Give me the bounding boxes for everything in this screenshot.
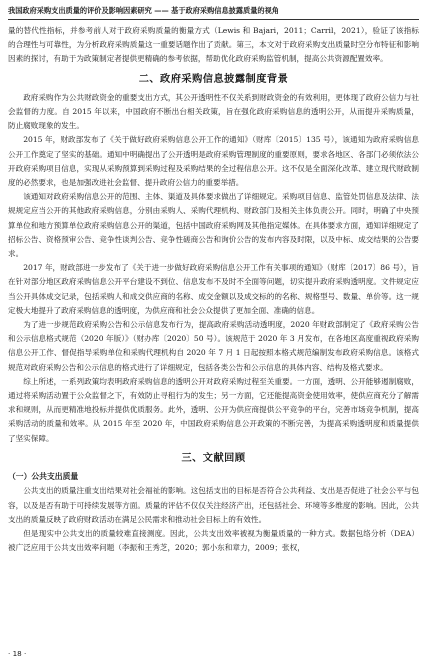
header-divider (8, 19, 419, 20)
subsection-heading-public-expenditure-quality: （一）公共支出质量 (8, 472, 79, 482)
paragraph-policy-2015-detail: 该通知对政府采购信息公开的范围、主体、渠道及具体要求做出了详细规定。采购项目信息、监管处罚信息及法律、法规规定应当公开的其他政府采购信息，分别由采购人、采购代理机构、财政部门及相关主体负责公开。同时，明确了中央预算单位和地方预算单位政府采购信息公开的渠道，包括中国政府采购网及其他指定媒体。在具体要求方面，通知详细规定了招标公告、资格预审公告、竞争性谈判公告、竞争性磋商公告和询价公告的发布内容及时限，以及中标、成交结果的公告要求。 (8, 192, 419, 259)
paragraph-contributions: 量的替代性指标，并参考前人对于政府采购质量的衡量方式（Lewis 和 Bajari，2011；Carril，2021），验证了该指标的合理性与可靠性，为分析政府采购质量这一重要话题作出了贡献。第三，本文对于政府采购支出质量时空分布特征和影响因素的探讨，有助于为政策制定者提供更精确的参考依据，帮助优化政府采购监管机制，提高公共资源配置效率。 (8, 26, 419, 64)
running-header: 我国政府采购支出质量的评价及影响因素研究 —— 基于政府采购信息披露质量的视角 (8, 6, 279, 15)
paragraph-expenditure-efficiency: 但是现实中公共支出的质量较难直接测度。因此，公共支出效率被视为衡量质量的一种方式。数据包络分析（DEA）被广泛应用于公共支出效率问题（李振和王秀芝，2020；郭小东和章力，2009；张权， (8, 528, 419, 553)
section-heading-policy-background: 二、政府采购信息披露制度背景 (138, 73, 289, 85)
paragraph-policy-summary: 综上所述，一系列政策均表明政府采购信息的透明公开对政府采购过程至关重要。一方面，透明、公开能够遏制腐败，通过将采购活动置于公众监督之下，有效防止寻租行为的发生；另一方面，它还能提高资金使用效率，使供应商充分了解需求和规则，从而更精准地投标并提供优质服务。此外，透明、公开为供应商提供公平竞争的平台，完善市场竞争机制，提高采购活动的质量和效率。从 2015 年至 2020 年，中国政府采购信息公开政策的不断完善，为提高采购透明度和质量提供了坚实保障。 (8, 376, 419, 443)
paragraph-expenditure-quality: 公共支出的质量注重支出结果对社会福祉的影响。这包括支出的目标是否符合公共利益、支出是否促进了社会公平与包容，以及是否有助于可持续发展等方面。质量的评估不仅仅关注经济产出，还包括社会、环境等多维度的影响。因此，公共支出的质量反映了政府财政活动在满足公民需求和推动社会目标上的有效性。 (8, 486, 419, 524)
section-heading-literature-review: 三、文献回顾 (181, 452, 246, 464)
page-number: · 18 · (8, 649, 27, 658)
article-body (8, 24, 419, 555)
paragraph-policy-2017: 2017 年，财政部进一步发布了《关于进一步做好政府采购信息公开工作有关事项的通知》（财库〔2017〕86 号），旨在针对部分地区政府采购信息公开平台建设不到位、信息发布不及时不全面等问题，切实提升政府采购透明度。文件规定应当公开具体成交记录，包括采购人和成交供应商的名称、成交金额以及成交标的的名称、规格型号、数量、单价等。这一规定极大地提升了政府采购信息的透明度，为供应商和社会公众提供了更加全面、准确的信息。 (8, 263, 419, 315)
paragraph-policy-intro: 政府采购作为公共财政资金的重要支出方式，其公开透明性不仅关系到财政资金的有效利用，更体现了政府公信力与社会监督的力度。自 2015 年以来，中国政府不断出台相关政策，旨在强化政府采购信息的透明公开，从而提升采购质量，防止腐败现象的发生。 (8, 92, 419, 131)
paragraph-policy-2015: 2015 年，财政部发布了《关于做好政府采购信息公开工作的通知》（财库〔2015〕135 号），该通知为政府采购信息公开工作奠定了坚实的基础。通知中明确提出了公开透明是政府采购管理制度的重要原则，要求各地区、各部门必须依法公开政府采购项目信息，实现从采购预算到采购过程及采购结果的全过程信息公开。这不仅是全面深化改革、建立现代财政制度的必然要求，也是加强改进社会监督、提升政府公信力的重要举措。 (8, 135, 419, 188)
paragraph-policy-2020: 为了进一步规范政府采购公告和公示信息发布行为，提高政府采购活动透明度，2020 年财政部制定了《政府采购公告和公示信息格式规范（2020 年版）》（财办库〔2020〕50 号）。该规范于 2020 年 3 月发布，在各地区高度重视政府采购信息公开工作、督促指导采购单位和采购代理机构自 2020 年 7 月 1 日起按照本格式规范编制发布政府采购信息。该格式规范对政府采购公告和公示信息的格式进行了详细规定，包括各类公告和公示信息的具体内容、结构及格式要求。 (8, 320, 419, 372)
